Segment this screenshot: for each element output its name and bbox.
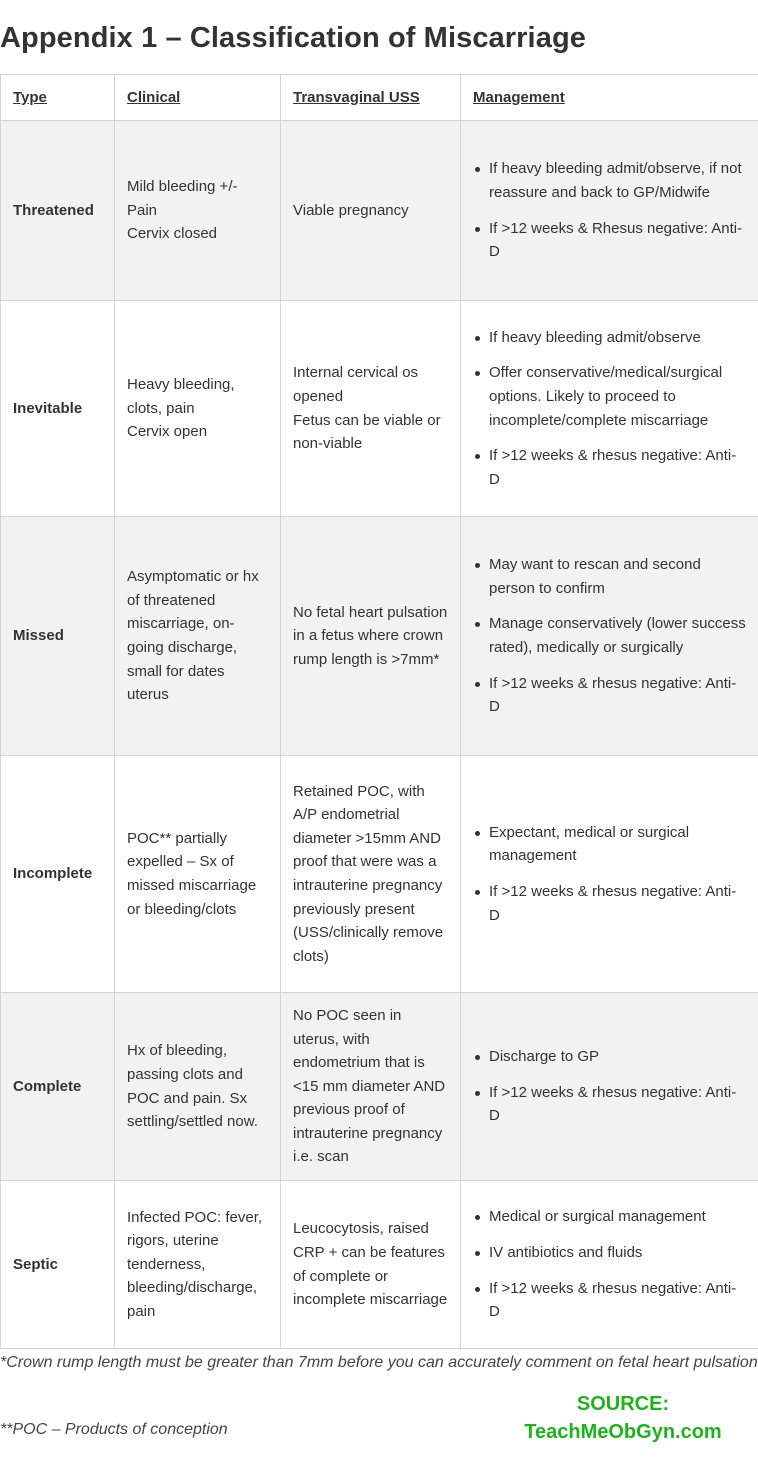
uss-line: Viable pregnancy — [293, 201, 409, 219]
management-item: If >12 weeks & rhesus negative: Anti-D — [489, 880, 747, 927]
type-cell: Inevitable — [1, 301, 115, 517]
clinical-line: Heavy bleeding, clots, pain — [127, 376, 235, 417]
header-management: Management — [461, 75, 758, 121]
uss-cell — [281, 1181, 461, 1349]
clinical-line: Asymptomatic or hx of threatened miscarriage, on-going discharge, small for dates uterus — [127, 568, 259, 704]
source-credit — [512, 1390, 734, 1446]
type-cell: Missed — [1, 517, 115, 756]
management-item: Offer conservative/medical/surgical options. Likely to proceed to incomplete/complete miscarriage — [489, 361, 747, 432]
management-item: If >12 weeks & rhesus negative: Anti-D — [489, 1081, 747, 1128]
clinical-cell — [115, 993, 281, 1181]
table-row-complete — [1, 993, 758, 1181]
uss-cell — [281, 756, 461, 993]
page-title: Appendix 1 – Classification of Miscarriage — [0, 22, 586, 54]
table-row-septic — [1, 1181, 758, 1349]
uss-cell — [281, 301, 461, 517]
uss-line: Leucocytosis, raised CRP + can be features of complete or incomplete miscarriage — [293, 1220, 448, 1309]
clinical-line: Infected POC: fever, rigors, uterine tenderness, bleeding/discharge, pain — [127, 1208, 263, 1320]
management-item: If heavy bleeding admit/observe — [489, 326, 747, 350]
management-list — [473, 821, 747, 927]
management-item: May want to rescan and second person to confirm — [489, 553, 747, 600]
uss-cell — [281, 993, 461, 1181]
management-list — [473, 1205, 747, 1323]
clinical-cell — [115, 301, 281, 517]
table-row-threatened — [1, 121, 758, 301]
table-header-row — [1, 75, 758, 121]
clinical-line: Hx of bleeding, passing clots and POC and pain. Sx settling/settled now. — [127, 1042, 258, 1131]
table-row-inevitable — [1, 301, 758, 517]
clinical-cell — [115, 1181, 281, 1349]
uss-line: Internal cervical os opened — [293, 364, 419, 405]
uss-line: No fetal heart pulsation in a fetus where crown rump length is >7mm* — [293, 603, 448, 668]
management-cell — [461, 517, 758, 756]
type-cell: Complete — [1, 993, 115, 1181]
source-label: SOURCE: — [576, 1393, 670, 1415]
clinical-cell — [115, 121, 281, 301]
management-cell — [461, 301, 758, 517]
clinical-line: Cervix closed — [127, 225, 218, 243]
management-item: If >12 weeks & Rhesus negative: Anti-D — [489, 217, 747, 264]
classification-table — [0, 74, 758, 1349]
management-item: If >12 weeks & rhesus negative: Anti-D — [489, 444, 747, 491]
management-item: If >12 weeks & rhesus negative: Anti-D — [489, 672, 747, 719]
clinical-line: Cervix open — [127, 423, 208, 441]
header-clinical: Clinical — [115, 75, 281, 121]
table-row-missed — [1, 517, 758, 756]
management-item: Expectant, medical or surgical management — [489, 821, 747, 868]
management-item: Medical or surgical management — [489, 1205, 747, 1229]
management-item: If >12 weeks & rhesus negative: Anti-D — [489, 1277, 747, 1324]
clinical-cell — [115, 517, 281, 756]
management-list — [473, 326, 747, 492]
type-cell: Septic — [1, 1181, 115, 1349]
management-cell — [461, 756, 758, 993]
uss-cell — [281, 517, 461, 756]
header-uss: Transvaginal USS — [281, 75, 461, 121]
management-item: Discharge to GP — [489, 1045, 747, 1069]
management-item: If heavy bleeding admit/observe, if not reassure and back to GP/Midwife — [489, 157, 747, 204]
uss-line: Fetus can be viable or non-viable — [293, 411, 441, 453]
header-type: Type — [1, 75, 115, 121]
source-site: TeachMeObGyn.com — [524, 1421, 722, 1443]
type-cell: Incomplete — [1, 756, 115, 993]
management-list — [473, 553, 747, 719]
clinical-cell — [115, 756, 281, 993]
table-row-incomplete — [1, 756, 758, 993]
clinical-line: Mild bleeding +/- Pain — [127, 178, 238, 219]
uss-line: Retained POC, with A/P endometrial diameter >15mm AND proof that were was a intrauterine pregnancy previously present (USS/clinically remove clots) — [293, 782, 444, 965]
footnote-poc: **POC – Products of conception — [0, 1421, 228, 1438]
clinical-line: POC** partially expelled – Sx of missed miscarriage or bleeding/clots — [127, 829, 257, 918]
management-cell — [461, 121, 758, 301]
management-cell — [461, 993, 758, 1181]
management-cell — [461, 1181, 758, 1349]
management-list — [473, 157, 747, 263]
uss-line: No POC seen in uterus, with endometrium that is <15 mm diameter AND previous proof of intrauterine pregnancy i.e. scan — [293, 1006, 446, 1166]
type-cell: Threatened — [1, 121, 115, 301]
management-item: Manage conservatively (lower success rated), medically or surgically — [489, 612, 747, 659]
footnote-crown-rump: *Crown rump length must be greater than 7mm before you can accurately comment on fetal heart pulsation — [0, 1354, 758, 1371]
uss-cell — [281, 121, 461, 301]
management-list — [473, 1045, 747, 1128]
management-item: IV antibiotics and fluids — [489, 1241, 747, 1265]
